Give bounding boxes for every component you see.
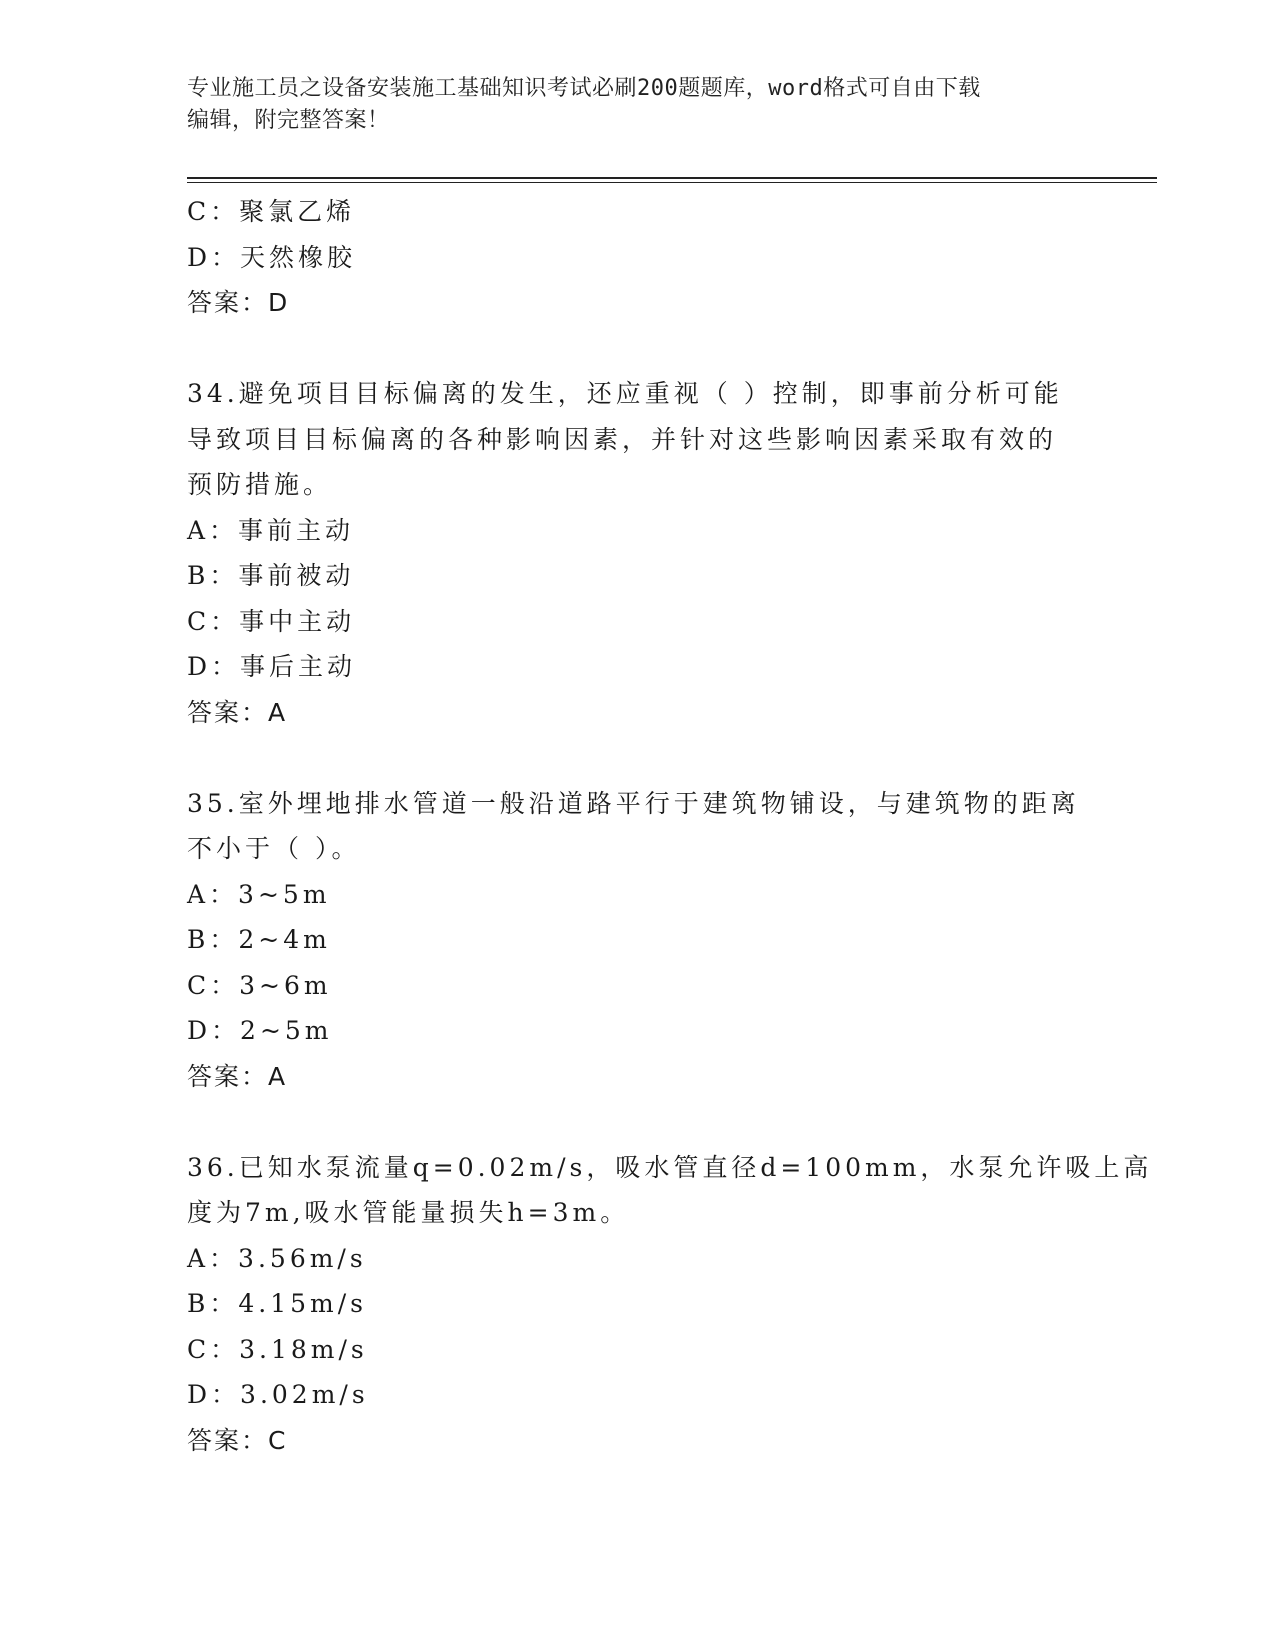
header-title-line-1: 专业施工员之设备安装施工基础知识考试必刷200题题库，word格式可自由下载 xyxy=(187,76,981,101)
option-b: B：4.15m/s xyxy=(187,1289,367,1318)
question-stem-line: 度为7m,吸水管能量损失h=3m。 xyxy=(187,1198,630,1227)
question-stem-line: 34.避免项目目标偏离的发生，还应重视（ ）控制，即事前分析可能 xyxy=(187,379,1063,408)
header-divider-thick xyxy=(187,177,1157,179)
answer-line: 答案：A xyxy=(187,1061,288,1091)
question-stem-line: 不小于（ ）。 xyxy=(187,834,361,863)
answer-line: 答案：C xyxy=(187,1425,288,1455)
option-a: A：3.56m/s xyxy=(187,1243,367,1273)
option-d: D：天然橡胶 xyxy=(187,242,357,272)
question-stem-line: 导致项目目标偏离的各种影响因素，并针对这些影响因素采取有效的 xyxy=(187,424,1058,454)
question-stem-line: 36.已知水泵流量q=0.02m/s，吸水管直径d=100mm，水泵允许吸上高 xyxy=(187,1152,1153,1182)
question-stem-line: 35.室外埋地排水管道一般沿道路平行于建筑物铺设，与建筑物的距离 xyxy=(187,788,1080,818)
option-c: C：聚氯乙烯 xyxy=(187,197,356,226)
option-b: B：2~4m xyxy=(187,925,331,954)
header-divider-thin xyxy=(187,182,1157,183)
spacer xyxy=(187,735,1087,781)
spacer xyxy=(187,326,1087,372)
header-title-line-2: 编辑，附完整答案！ xyxy=(187,108,390,133)
option-c: C：事中主动 xyxy=(187,606,356,636)
option-a: A：3~5m xyxy=(187,879,331,909)
option-d: D：事后主动 xyxy=(187,652,357,681)
option-b: B：事前被动 xyxy=(187,561,355,590)
question-35 xyxy=(187,781,1087,1100)
question-34 xyxy=(187,371,1087,735)
option-c: C：3~6m xyxy=(187,970,332,1000)
question-33-tail xyxy=(187,189,1087,326)
option-d: D：2~5m xyxy=(187,1016,333,1045)
document-header xyxy=(187,73,1087,137)
answer-line: 答案：D xyxy=(187,288,290,317)
spacer xyxy=(187,1099,1087,1145)
question-list xyxy=(187,189,1153,1463)
option-a: A：事前主动 xyxy=(187,515,355,545)
option-c: C：3.18m/s xyxy=(187,1334,368,1364)
option-d: D：3.02m/s xyxy=(187,1380,369,1409)
question-stem-line: 预防措施。 xyxy=(187,470,333,499)
question-36 xyxy=(187,1145,1153,1464)
answer-line: 答案：A xyxy=(187,697,288,727)
